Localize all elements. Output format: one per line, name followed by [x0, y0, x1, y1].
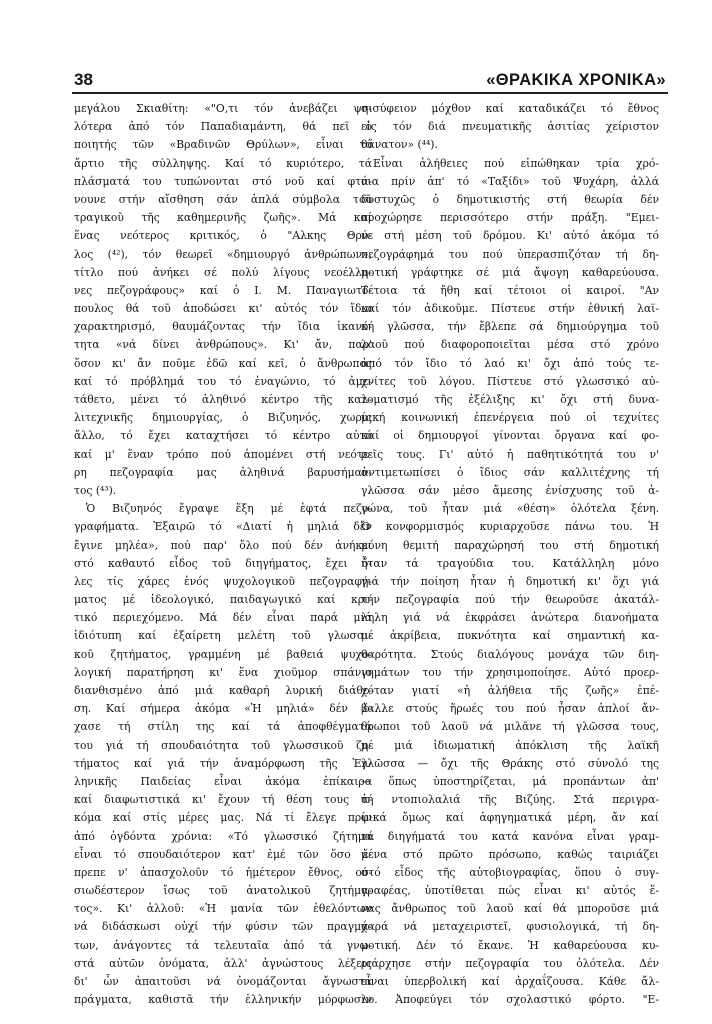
- text-line: των, ἀνάγοντες τά τελευταῖα ἀπό τά γνω-: [74, 938, 372, 952]
- text-line: ἄλλο, τό ἔχει καταχτήσει τό κέντρο αὐτό: [74, 429, 372, 443]
- text-line: σισύφειον μόχθον καί καταδικάζει τό ἔθνος: [361, 102, 659, 115]
- text-line: προχώρησε περισσότερο στήν πράξη. "Εμει-: [361, 211, 659, 225]
- text-line: γραφέας, ὑποτίθεται πώς εἶναι κι' αὐτός ἕ-: [361, 884, 659, 898]
- text-line: χαρά νά μεταχειριστεῖ, φυσιολογικά, τή δη-: [361, 920, 659, 934]
- text-line: του γιά τή σπουδαιότητα τοῦ γλωσσικοῦ ζη-: [74, 738, 372, 752]
- text-line: ἕνας νεότερος κριτικός, ὁ "Αλκης Θρύ-: [74, 229, 372, 243]
- text-line: θαρότητα. Στούς διαλόγους μονάχα τῶν διη-: [361, 647, 659, 661]
- text-line: νε στή μέση τοῦ δρόμου. Κι' αὐτό ἀκόμα τό: [361, 229, 659, 243]
- text-line: θρωποι τοῦ λαοῦ νά μιλᾶνε τή γλῶσσα τους,: [361, 720, 659, 734]
- text-line: χασε τή στίλη της καί τά ἀποφθέγματά: [74, 720, 372, 734]
- text-line: πρεπε ν' ἀπασχολοῦν τό ἡμέτερον ἔθνος, ού-: [74, 865, 372, 879]
- text-line: καί οἱ δημιουργοί γίνονται ὄργανα καί φο-: [361, 429, 659, 443]
- text-line: τά διηγήματά του κατά κανόνα εἶναι γραμ-: [361, 829, 659, 843]
- text-line: μέ ἀκρίβεια, πυκνότητα καί σημαντική κα-: [361, 629, 659, 643]
- text-line: γώνα, τοῦ ἦταν μιά «θέση» ὁλότελα ξένη.: [361, 502, 659, 516]
- text-line: ἰδιότυπη καί ἐξαίρετη μελέτη τοῦ γλωσσι-: [74, 629, 372, 643]
- running-title: «ΘΡΑΚΙΚΑ ΧΡΟΝΙΚΑ»: [486, 71, 666, 89]
- text-line: γραφήματα. Ἐξαιρῶ τό «Διατί ἡ μηλιά δέν: [74, 520, 372, 534]
- text-line: νά διδάσκωσι οὐχί τήν φύσιν τῶν πραγμά-: [74, 920, 372, 934]
- text-line: ληνικῆς Παιδείας εἶναι ἀκόμα ἐπίκαιρα: [74, 774, 372, 788]
- text-line: λαοῦ πού διαφοροποιεῖται μέσα στό χρόνο: [361, 338, 659, 352]
- text-line: Ὁ κονφορμισμός κυριαρχοῦσε πάνω του. Ἡ: [361, 520, 659, 534]
- text-line: λος (⁴²), τόν θεωρεῖ «δημιουργό ἀνθρώπων»,: [74, 247, 372, 261]
- text-line: ἀντιμετωπίσει ὁ ἴδιος σάν καλλιτέχνης τή: [361, 465, 659, 479]
- text-line: Τέτοια τά ἤθη καί τέτοιοι οἱ καιροί. "Αν: [361, 283, 659, 297]
- text-line: πεζογράφημά του πού ὑπερασπιζόταν τή δη-: [361, 247, 659, 261]
- text-line: ἔγινε μηλέα», πού παρ' ὅλο πού δέν ἀνήκει: [74, 538, 372, 552]
- text-line: — ὅπως ὑποστηρίζεται, μά προπάντων ἀπ': [361, 774, 659, 788]
- text-line: δι' ὧν ἀπαιτοῦσι νά ὀνομάζονται ἄγνωστα: [74, 975, 372, 988]
- text-line: θάνατον» (⁴⁴).: [361, 138, 438, 152]
- text-line: μοτική γράφτηκε σέ μιά ἄψογη καθαρεύουσα.: [361, 265, 659, 279]
- text-line: γλῶσσα — ὄχι τῆς Θράκης στό σύνολό της: [361, 756, 659, 770]
- text-line: τή ντοπιολαλιά τῆς Βιζύης. Στά περιγρα-: [361, 793, 659, 807]
- text-line: γλῶσσα σάν μέσο ἄμεσης ἐνίσχυσης τοῦ ἀ-: [361, 483, 659, 497]
- text-line: μική κοινωνική ἐπενέργεια πού οἱ τεχνίτες: [361, 411, 659, 425]
- text-line: εἰς τόν διά πνευματικῆς ἀσιτίας χείριστον: [361, 120, 659, 134]
- text-line: λιτεχνικῆς δημιουργίας, ὁ Βιζυηνός, χωρίς: [74, 411, 372, 425]
- text-line: κόμα καί στίς μέρες μας. Νά τί ἔλεγε πρίν: [74, 811, 372, 825]
- text-line: τος (⁴³).: [74, 483, 117, 497]
- text-line: καί τόν ἀδικοῦμε. Πίστευε στήν ἐθνική λαϊ-: [361, 302, 659, 316]
- page-header: [74, 66, 666, 90]
- text-line: νια πρίν ἀπ' τό «Ταξίδι» τοῦ Ψυχάρη, ἀλλά: [361, 174, 659, 188]
- right-text-column: [361, 100, 659, 1009]
- text-line: πουλος θά τοῦ ἀποδώσει κι' αὐτός τόν ἴδιο: [74, 302, 372, 316]
- text-line: τάθετο, μένει τό ἀληθινό κέντρο τῆς καλ-: [74, 393, 372, 406]
- text-line: δυστυχῶς ὁ δημοτικιστής στή θεωρία δέν: [361, 192, 659, 206]
- text-line: διανθισμένο ἀπό μιά καθαρή λυρική διάθε-: [74, 684, 372, 697]
- text-line: μεγάλου Σκιαθίτη: «"Ο,τι τόν ἀνεβάζει ψη-: [74, 102, 372, 115]
- text-line: ριάρχησε στήν πεζογραφία του ὁλότελα. Δέν: [361, 956, 659, 970]
- text-line: τικό περιεχόμενο. Μά δέν εἶναι παρά μιά: [74, 611, 372, 625]
- text-line: καί μ' ἕναν τρόπο πού ἀπομένει στή νεότε-: [74, 447, 372, 461]
- text-line: ματος μέ ἰδεολογικό, παιδαγωγικό καί κρι-: [74, 593, 372, 607]
- text-line: μόνη θεμιτή παραχώρησή του στή δημοτική: [361, 538, 659, 552]
- page-number: 38: [74, 70, 93, 89]
- text-line: καί τό πρόβλημά του τό ἐναγώνιο, τό ἀμε-: [74, 374, 372, 388]
- text-line: μοτική. Δέν τό ἔκανε. Ἡ καθαρεύουσα κυ-: [361, 938, 659, 952]
- text-line: λο. Ἀποφεύγει τόν σχολαστικό φόρτο. "Ε-: [361, 993, 659, 1007]
- header-rule: [72, 92, 668, 94]
- text-line: στά αὐτῶν ὀνόματα, ἀλλ' ἀγνώστους λέξεις: [74, 956, 372, 970]
- text-line: μέ μιά ἰδιωματική ἀπόκλιση τῆς λαϊκῆ: [361, 738, 659, 752]
- text-line: λογική παρατήρηση κι' ἕνα χιοῦμορ σπάνιο: [74, 665, 372, 679]
- text-line: λες τίς χάρες ἑνός ψυχολογικοῦ πεζογραφή-: [74, 574, 372, 588]
- text-line: τοματισμό τῆς ἐξέλιξης κι' ὄχι στή δυνα-: [361, 393, 659, 406]
- text-line: τος». Κι' ἀλλοῦ: «Ἡ μανία τῶν ἐθελόντων: [74, 902, 372, 916]
- text-line: χνίτες τοῦ λόγου. Πίστευε στό γλωσσικό αὐ-: [361, 374, 659, 388]
- text-line: σιωδέστερον ἴσως τοῦ ἀνατολικοῦ ζητήμα-: [74, 884, 372, 898]
- text-line: φικά ὅμως καί ἀφηγηματικά μέρη, ἄν καί: [361, 811, 659, 825]
- text-line: τίτλο πού ἀνήκει σέ πολύ λίγους νεοέλλη-: [74, 265, 372, 279]
- text-line: τήν πεζογραφία πού τήν θεωροῦσε ἀκατάλ-: [361, 593, 659, 607]
- text-line: στό καθαυτό εἶδος τοῦ διηγήματος, ἔχει ὅ-: [74, 556, 372, 570]
- text-line: εἶναι τό σπουδαιότερον κατ' ἐμέ τῶν ὅσο ἔ-: [74, 847, 372, 861]
- text-line: ἀπό ὀγδόντα χρόνια: «Τό γλωσσικό ζήτημα: [74, 829, 372, 843]
- text-line: εἶναι ὑπερβολική καί ἀρχαΐζουσα. Κάθε ἄλ-: [361, 975, 659, 988]
- text-line: Ὁ Βιζυηνός ἔγραψε ἕξη μέ ἑφτά πεζο-: [86, 502, 372, 516]
- text-line: ρεῖς τους. Γι' αὐτό ἡ παθητικότητά του ν': [361, 447, 659, 461]
- text-line: στό εἶδος τῆς αὐτοβιογραφίας, ὅπου ὁ συγ-: [361, 865, 659, 879]
- text-line: βαλλε στούς ἥρωές του πού ἦσαν ἁπλοί ἄν-: [361, 702, 659, 716]
- text-line: ρη πεζογραφία μας ἀληθινά βαρυσήμαν-: [74, 465, 372, 479]
- text-line: χόταν γιατί «ἡ ἀλήθεια τῆς ζωῆς» ἐπέ-: [361, 684, 659, 697]
- text-line: γημάτων του τήν χρησιμοποίησε. Αὐτό προερ-: [361, 665, 659, 679]
- text-line: μένα στό πρῶτο πρόσωπο, καθώς ταιριάζει: [361, 847, 659, 861]
- text-line: καί διαφωτιστικά κι' ἔχουν τή θέση τους ἀ-: [74, 793, 372, 807]
- text-line: νας ἄνθρωπος τοῦ λαοῦ καί θά μποροῦσε μιά: [361, 902, 659, 916]
- text-line: ποιητής τῶν «Βραδινῶν Θρύλων», εἶναι τό: [74, 138, 372, 152]
- text-line: νουνε στήν αἴσθηση σάν ἁπλά σύμβολα τοῦ: [74, 192, 372, 206]
- text-line: τητα «νά δίνει ἀνθρώπους». Κι' ἄν, παρ': [74, 338, 372, 352]
- text-line: γιά τήν ποίηση ἦταν ἡ δημοτική κι' ὄχι γιά: [361, 574, 659, 588]
- text-line: Εἶναι ἀλήθειες πού εἰπώθηκαν τρία χρό-: [373, 156, 659, 170]
- text-line: τραγικοῦ τῆς καθημερινῆς ζωῆς». Μά καί: [74, 211, 372, 225]
- text-line: τήματος καί γιά τήν ἀναμόρφωση τῆς Ἑλ-: [74, 756, 372, 770]
- text-line: ληλη γιά νά ἐκφράσει ἀνώτερα διανοήματα: [361, 611, 659, 625]
- text-line: πλάσματά του τυπώνονται στό νοῦ καί φτά-: [74, 174, 372, 188]
- text-line: ση. Καί σήμερα ἀκόμα «Ἡ μηλιά» δέν ἔ-: [74, 702, 372, 716]
- text-line: κοῦ ζητήματος, γραμμένη μέ βαθειά ψυχο-: [74, 647, 372, 661]
- text-line: ἀπό τόν ἴδιο τό λαό κι' ὄχι ἀπό τούς τε-: [361, 356, 659, 370]
- text-line: ὅσον κι' ἄν ποῦμε ἐδῶ καί κεῖ, ὁ ἄνθρωπος: [74, 356, 372, 370]
- text-line: ἦταν τά τραγούδια του. Κατάλληλη μόνο: [361, 556, 659, 570]
- text-line: ἄρτιο τῆς σύλληψης. Καί τό κυριότερο, τά: [74, 156, 372, 170]
- text-line: λότερα ἀπό τόν Παπαδιαμάντη, θά πεῖ ὁ: [74, 120, 372, 134]
- left-text-column: [74, 100, 372, 1009]
- text-line: νες πεζογράφους» καί ὁ Ι. Μ. Παναγιωτό-: [74, 283, 372, 297]
- text-line: κή γλῶσσα, τήν ἔβλεπε σά δημιούργημα τοῦ: [361, 320, 659, 334]
- text-line: χαρακτηρισμό, θαυμάζοντας τήν ἴδια ἱκανό-: [74, 320, 372, 334]
- text-line: πράγματα, καθιστᾶ τήν ἑλληνικήν μόρφωσιν: [74, 993, 372, 1007]
